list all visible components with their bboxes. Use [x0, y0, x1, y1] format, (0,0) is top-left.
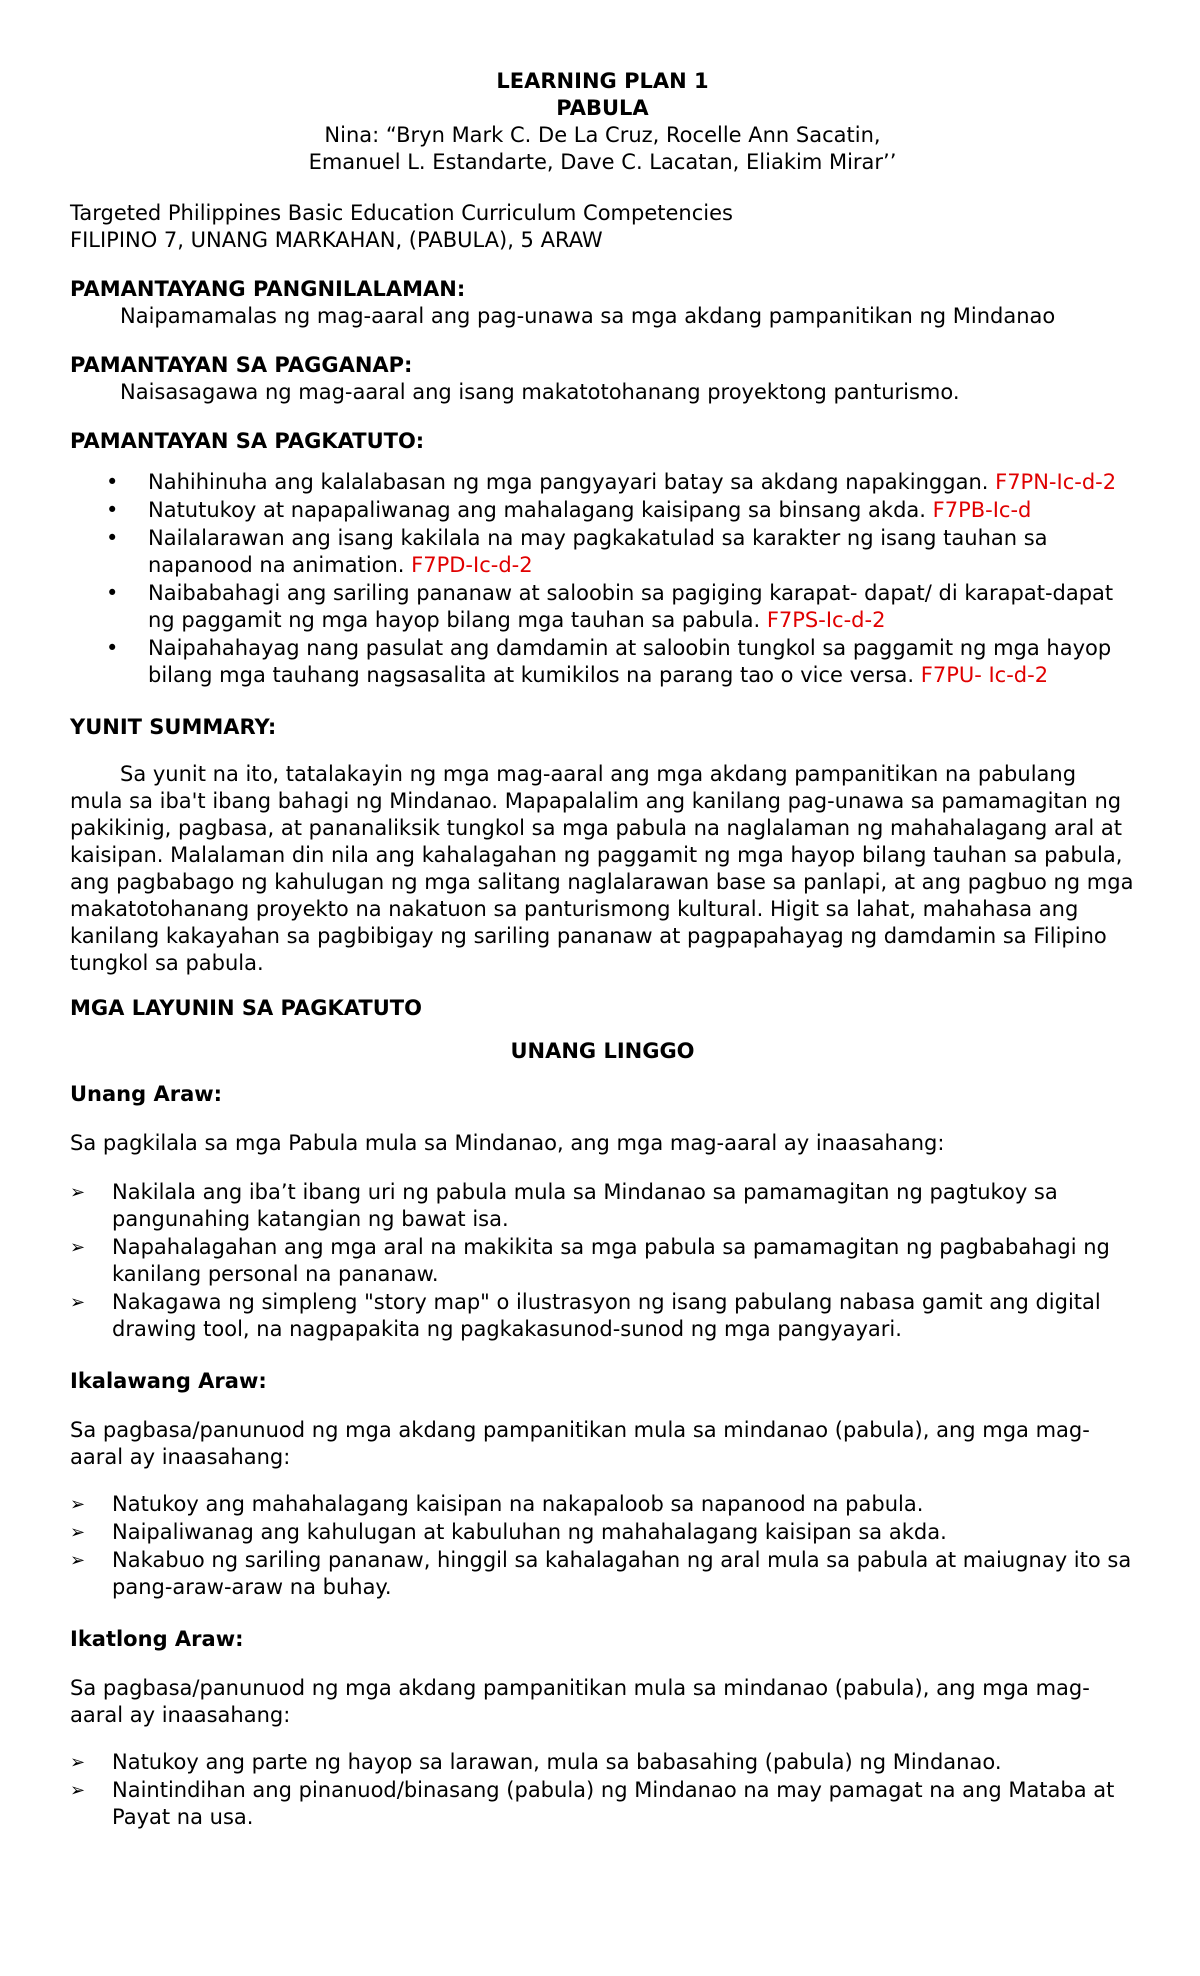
summary-paragraph: Sa yunit na ito, tatalakayin ng mga mag-aaral ang mga akdang pampanitikan na pabulang mula sa iba't ibang bahagi ng Mindanao. Mapapalalim ang kanilang pag-unawa sa pamamagitan ng pakikinig, pagbasa, at pananaliksik tungkol sa mga pabula na naglalaman ng mahahalagang aral at kaisipan. Malalaman din nila ang kahalagahan ng paggamit ng mga hayop bilang tauhan sa pabula, ang pagbabago ng kahulugan ng mga salitang naglalarawan base sa panlapi, at ang pagbuo ng mga makatotohanang proyekto na nakatuon sa panturismong kultural. Higit sa lahat, mahahasa ang kanilang kakayahan sa pagbibigay ng sariling pananaw at pagpapahayag ng damdamin sa Filipino tungkol sa pabula. [70, 762, 1134, 975]
competency-code: F7PB-Ic-d [932, 498, 1032, 522]
day1-intro: Sa pagkilala sa mga Pabula mula sa Mindanao, ang mga mag-aaral ay inaasahang: [70, 1131, 945, 1155]
list-item: ➢ Natukoy ang mahahalagang kaisipan na nakapaloob sa napanood na pabula. [70, 1492, 924, 1516]
list-item: ➢ Natukoy ang parte ng hayop sa larawan, mula sa babasahing (pabula) ng Mindanao. [70, 1750, 1002, 1774]
list-item: ➢ Naintindihan ang pinanuod/binasang (pabula) ng Mindanao na may pamagat na ang Mataba at Payat na usa. [70, 1778, 1115, 1829]
day3-intro: Sa pagbasa/panunuod ng mga akdang pampanitikan mula sa mindanao (pabula), ang mga mag-aaral ay inaasahang: [70, 1676, 1090, 1727]
bullet-dot-icon: • [106, 470, 119, 494]
list-item: • Naibabahagi ang sariling pananaw at saloobin sa pagiging karapat- dapat/ di karapat-dapat ng paggamit ng mga hayop bilang mga tauhan sa pabula. F7PS-Ic-d-2 [106, 581, 1114, 632]
list-item: • Naipahahayag nang pasulat ang damdamin at saloobin tungkol sa paggamit ng mga hayop bilang mga tauhang nagsasalita at kumikilos na parang tao o vice versa. F7PU- Ic-d-2 [106, 636, 1112, 687]
arrow-bullet-icon: ➢ [70, 1182, 86, 1203]
list-item: ➢ Nakabuo ng sariling pananaw, hinggil sa kahalagahan ng aral mula sa pabula at maiugnay ito sa pang-araw-araw na buhay. [70, 1548, 1132, 1599]
list-item: ➢ Napahalagahan ang mga aral na makikita sa mga pabula sa pamamagitan ng pagbabahagi ng kanilang personal na pananaw. [70, 1235, 1110, 1286]
document-subtitle: PABULA [556, 96, 649, 120]
list-item: • Nailalarawan ang isang kakilala na may pagkakatulad sa karakter ng isang tauhan sa napanood na animation. F7PD-Ic-d-2 [106, 526, 1048, 577]
day2-heading: Ikalawang Araw: [70, 1369, 267, 1393]
authors-line-1: Nina: “Bryn Mark C. De La Cruz, Rocelle Ann Sacatin, [324, 123, 881, 147]
day1-heading: Unang Araw: [70, 1082, 223, 1106]
bullet-dot-icon: • [106, 581, 119, 605]
list-item: ➢ Nakilala ang iba’t ibang uri ng pabula mula sa Mindanao sa pamamagitan ng pagtukoy sa pangunahing katangian ng bawat isa. [70, 1180, 1058, 1231]
arrow-bullet-icon: ➢ [70, 1752, 86, 1773]
week-heading: UNANG LINGGO [510, 1039, 695, 1063]
document-title: LEARNING PLAN 1 [496, 69, 709, 93]
day3-list [70, 1749, 1135, 1831]
list-item: ➢ Naipaliwanag ang kahulugan at kabuluhan ng mahahalagang kaisipan sa akda. [70, 1520, 947, 1544]
layunin-heading: MGA LAYUNIN SA PAGKATUTO [70, 996, 422, 1020]
arrow-bullet-icon: ➢ [70, 1494, 86, 1515]
pagganap-heading: PAMANTAYAN SA PAGGANAP: [70, 353, 413, 377]
pangnilalaman-text: Naipamamalas ng mag-aaral ang pag-unawa sa mga akdang pampanitikan ng Mindanao [120, 304, 1056, 328]
bullet-dot-icon: • [106, 636, 119, 660]
pagkatuto-heading: PAMANTAYAN SA PAGKATUTO: [70, 429, 425, 453]
competency-code: F7PN-Ic-d-2 [995, 470, 1117, 494]
competency-code: F7PU- Ic-d-2 [920, 663, 1049, 687]
arrow-bullet-icon: ➢ [70, 1780, 86, 1801]
list-item: ➢ Nakagawa ng simpleng "story map" o ilustrasyon ng isang pabulang nabasa gamit ang digital drawing tool, na nagpapakita ng pagkakasunod-sunod ng mga pangyayari. [70, 1290, 1101, 1341]
day3-heading: Ikatlong Araw: [70, 1627, 244, 1651]
pagganap-text: Naisasagawa ng mag-aaral ang isang makatotohanang proyektong panturismo. [120, 380, 960, 404]
summary-heading: YUNIT SUMMARY: [70, 715, 277, 739]
pagkatuto-list [70, 469, 1135, 689]
list-item: • Nahihinuha ang kalalabasan ng mga pangyayari batay sa akdang napakinggan. F7PN-Ic-d-2 [106, 470, 1117, 494]
arrow-bullet-icon: ➢ [70, 1292, 86, 1313]
bullet-dot-icon: • [106, 526, 119, 550]
day1-list [70, 1179, 1135, 1343]
day2-intro: Sa pagbasa/panunuod ng mga akdang pampanitikan mula sa mindanao (pabula), ang mga mag-aaral ay inaasahang: [70, 1418, 1090, 1469]
curriculum-line-2: FILIPINO 7, UNANG MARKAHAN, (PABULA), 5 ARAW [70, 228, 603, 252]
arrow-bullet-icon: ➢ [70, 1237, 86, 1258]
list-item: • Natutukoy at napapaliwanag ang mahalagang kaisipang sa binsang akda. F7PB-Ic-d [106, 498, 1032, 522]
document-page [70, 68, 1135, 1832]
bullet-dot-icon: • [106, 498, 119, 522]
day2-list [70, 1491, 1135, 1601]
competency-code: F7PS-Ic-d-2 [766, 608, 886, 632]
arrow-bullet-icon: ➢ [70, 1550, 86, 1571]
curriculum-line-1: Targeted Philippines Basic Education Curriculum Competencies [70, 201, 733, 225]
competency-code: F7PD-Ic-d-2 [411, 553, 533, 577]
arrow-bullet-icon: ➢ [70, 1522, 86, 1543]
pangnilalaman-heading: PAMANTAYANG PANGNILALAMAN: [70, 277, 466, 301]
authors-line-2: Emanuel L. Estandarte, Dave C. Lacatan, Eliakim Mirar’’ [308, 150, 897, 174]
